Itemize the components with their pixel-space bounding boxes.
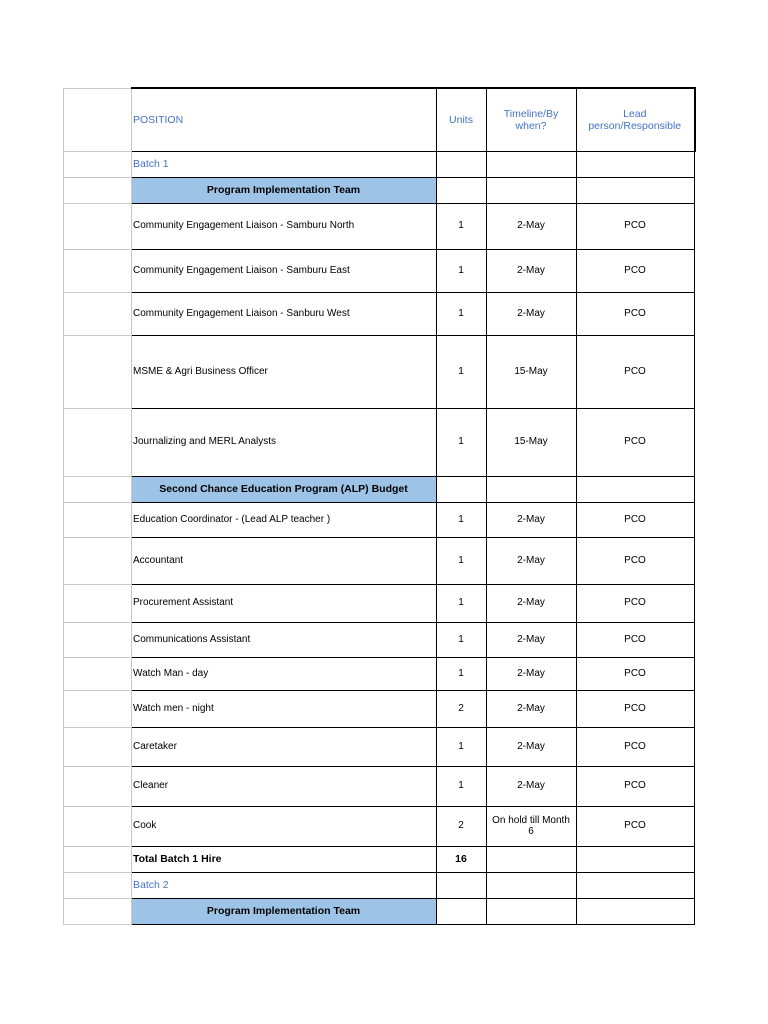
cell-lead — [577, 476, 695, 502]
lead-cell: PCO — [577, 203, 695, 249]
lead-cell: PCO — [577, 584, 695, 622]
row-label-cell — [64, 335, 132, 408]
header-timeline: Timeline/By when? — [487, 88, 577, 151]
table-row — [64, 292, 695, 335]
row-label-cell — [64, 151, 132, 177]
table-row — [64, 408, 695, 476]
timeline-cell: 2-May — [487, 690, 577, 727]
header-units: Units — [437, 88, 487, 151]
table-row — [64, 584, 695, 622]
table-row — [64, 203, 695, 249]
row-label-cell — [64, 898, 132, 924]
row-label-cell — [64, 476, 132, 502]
table-row — [64, 766, 695, 806]
position-cell: Procurement Assistant — [132, 584, 437, 622]
units-cell: 1 — [437, 657, 487, 690]
position-cell: Caretaker — [132, 727, 437, 766]
cell-timeline — [487, 872, 577, 898]
total-label: Total Batch 1 Hire — [132, 846, 437, 872]
row-label-cell — [64, 88, 132, 151]
total-batch-1-row — [64, 846, 695, 872]
lead-cell: PCO — [577, 806, 695, 846]
row-label-cell — [64, 766, 132, 806]
staffing-plan-table — [63, 87, 696, 925]
lead-cell: PCO — [577, 292, 695, 335]
cell-timeline — [487, 151, 577, 177]
position-cell: Education Coordinator - (Lead ALP teacher ) — [132, 502, 437, 537]
position-cell: Watch Man - day — [132, 657, 437, 690]
units-cell: 1 — [437, 203, 487, 249]
timeline-cell: 2-May — [487, 766, 577, 806]
lead-cell: PCO — [577, 502, 695, 537]
header-position: POSITION — [132, 88, 437, 151]
table-row — [64, 622, 695, 657]
row-label-cell — [64, 622, 132, 657]
cell-lead — [577, 151, 695, 177]
lead-cell: PCO — [577, 690, 695, 727]
row-label-cell — [64, 846, 132, 872]
timeline-cell: 15-May — [487, 335, 577, 408]
header-row — [64, 88, 695, 151]
lead-cell: PCO — [577, 727, 695, 766]
header-lead: Lead person/Responsible — [577, 88, 695, 151]
lead-cell: PCO — [577, 657, 695, 690]
lead-cell: PCO — [577, 249, 695, 292]
lead-cell: PCO — [577, 537, 695, 584]
position-cell: Cook — [132, 806, 437, 846]
lead-cell: PCO — [577, 622, 695, 657]
cell-units — [437, 872, 487, 898]
row-label-cell — [64, 249, 132, 292]
timeline-cell: 2-May — [487, 727, 577, 766]
position-cell: Communications Assistant — [132, 622, 437, 657]
cell-lead — [577, 846, 695, 872]
position-cell: Accountant — [132, 537, 437, 584]
table-row — [64, 537, 695, 584]
cell-timeline — [487, 177, 577, 203]
table-row — [64, 249, 695, 292]
position-cell: Watch men - night — [132, 690, 437, 727]
row-label-cell — [64, 806, 132, 846]
units-cell: 2 — [437, 806, 487, 846]
table-row — [64, 806, 695, 846]
cell-timeline — [487, 898, 577, 924]
table-row — [64, 335, 695, 408]
row-label-cell — [64, 690, 132, 727]
cell-units — [437, 476, 487, 502]
section-program-implementation-team-batch-2: Program Implementation Team — [132, 898, 437, 924]
table-row — [64, 690, 695, 727]
cell-units — [437, 151, 487, 177]
units-cell: 1 — [437, 727, 487, 766]
cell-lead — [577, 872, 695, 898]
units-cell: 1 — [437, 249, 487, 292]
lead-cell: PCO — [577, 335, 695, 408]
cell-lead — [577, 177, 695, 203]
timeline-cell: 2-May — [487, 203, 577, 249]
timeline-cell: 2-May — [487, 622, 577, 657]
table-row — [64, 657, 695, 690]
batch-1-label: Batch 1 — [132, 151, 437, 177]
units-cell: 1 — [437, 502, 487, 537]
position-cell: Community Engagement Liaison - Samburu North — [132, 203, 437, 249]
row-label-cell — [64, 292, 132, 335]
cell-units — [437, 898, 487, 924]
timeline-cell: 2-May — [487, 657, 577, 690]
timeline-cell: 2-May — [487, 249, 577, 292]
section-program-implementation-team: Program Implementation Team — [132, 177, 437, 203]
lead-cell: PCO — [577, 408, 695, 476]
cell-timeline — [487, 846, 577, 872]
section-second-chance-education: Second Chance Education Program (ALP) Budget — [132, 476, 437, 502]
units-cell: 2 — [437, 690, 487, 727]
row-label-cell — [64, 727, 132, 766]
position-cell: Cleaner — [132, 766, 437, 806]
section-program-implementation-row — [64, 177, 695, 203]
units-cell: 1 — [437, 766, 487, 806]
row-label-cell — [64, 203, 132, 249]
row-label-cell — [64, 537, 132, 584]
timeline-cell: 2-May — [487, 502, 577, 537]
batch-2-row — [64, 872, 695, 898]
section-program-implementation-row-batch-2 — [64, 898, 695, 924]
section-alp-row — [64, 476, 695, 502]
batch-1-row — [64, 151, 695, 177]
row-label-cell — [64, 502, 132, 537]
units-cell: 1 — [437, 335, 487, 408]
position-cell: Community Engagement Liaison - Sanburu West — [132, 292, 437, 335]
timeline-cell: On hold till Month 6 — [487, 806, 577, 846]
table-row — [64, 502, 695, 537]
table-row — [64, 727, 695, 766]
position-cell: Community Engagement Liaison - Samburu East — [132, 249, 437, 292]
cell-units — [437, 177, 487, 203]
row-label-cell — [64, 584, 132, 622]
units-cell: 1 — [437, 408, 487, 476]
position-cell: Journalizing and MERL Analysts — [132, 408, 437, 476]
timeline-cell: 2-May — [487, 292, 577, 335]
units-cell: 1 — [437, 584, 487, 622]
row-label-cell — [64, 872, 132, 898]
units-cell: 1 — [437, 622, 487, 657]
position-cell: MSME & Agri Business Officer — [132, 335, 437, 408]
total-units: 16 — [437, 846, 487, 872]
units-cell: 1 — [437, 292, 487, 335]
cell-lead — [577, 898, 695, 924]
row-label-cell — [64, 177, 132, 203]
cell-timeline — [487, 476, 577, 502]
lead-cell: PCO — [577, 766, 695, 806]
timeline-cell: 2-May — [487, 537, 577, 584]
row-label-cell — [64, 408, 132, 476]
row-label-cell — [64, 657, 132, 690]
timeline-cell: 15-May — [487, 408, 577, 476]
timeline-cell: 2-May — [487, 584, 577, 622]
units-cell: 1 — [437, 537, 487, 584]
batch-2-label: Batch 2 — [132, 872, 437, 898]
